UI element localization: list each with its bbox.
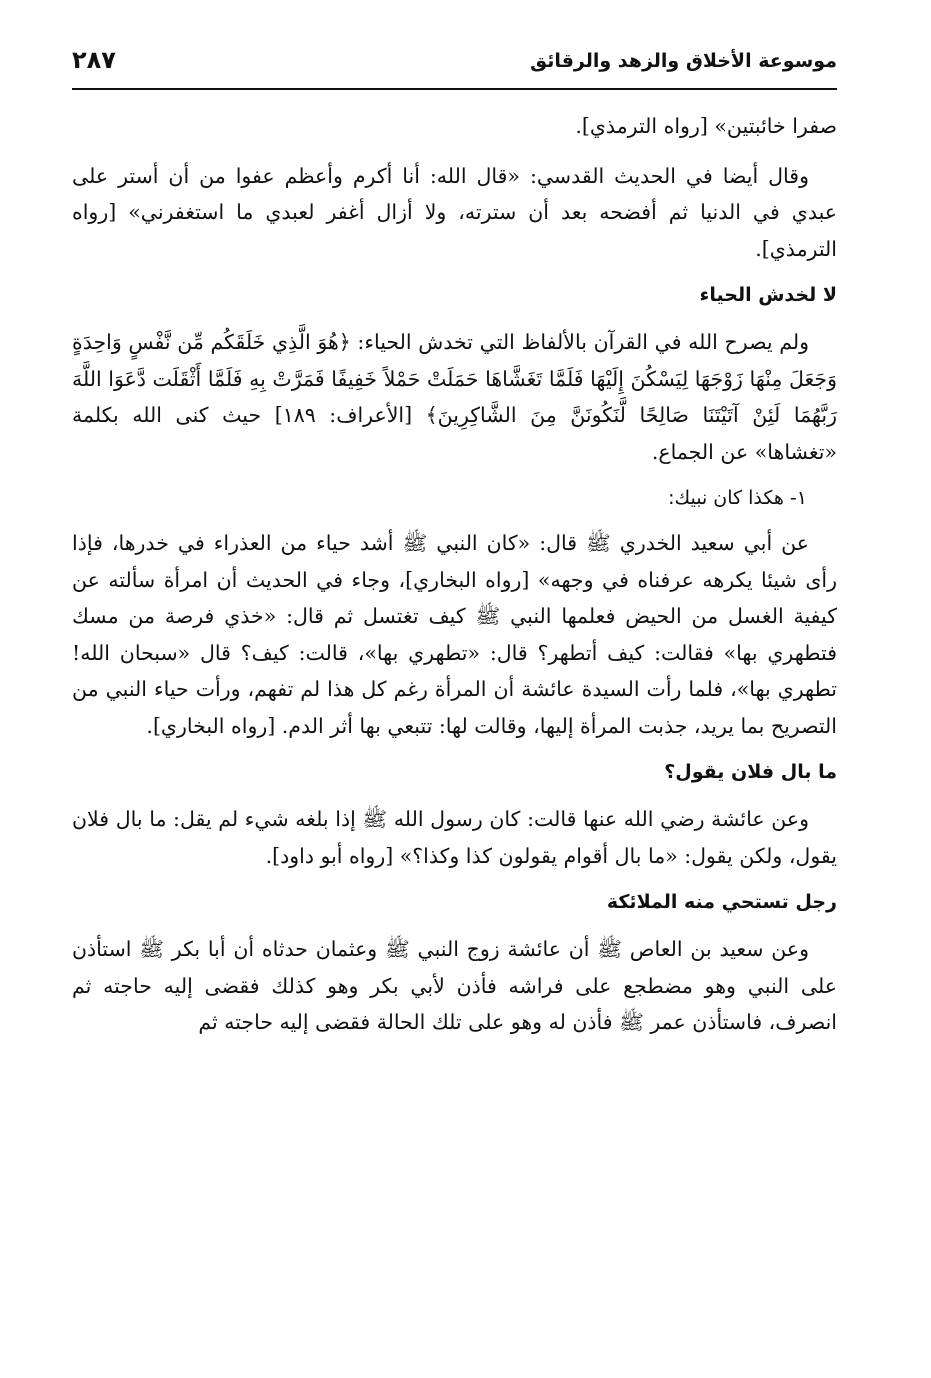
section-heading-angels: رجل تستحي منه الملائكة <box>606 891 837 913</box>
page-number: ٢٨٧ <box>72 46 116 74</box>
paragraph-4: عن أبي سعيد الخدري ﷺ قال: «كان النبي ﷺ أشد حياء من العذراء في خدرها، فإذا رأى شيئا يكرهه عرفناه في وجهه» [رواه البخاري]، وجاء في الحديث أن امرأة سألته عن كيفية الغسل من الحيض فعلمها النبي ﷺ كيف تغتسل ثم قال: «خذي فرصة من مسك فتطهري بها» فقالت: كيف أتطهر؟ قال: «تطهري بها»، قالت: كيف؟ قال «سبحان الله! تطهري بها»، فلما رأت السيدة عائشة أن المرأة رغم كل هذا لم تفهم، ورأت حياء النبي من التصريح بما يريد، جذبت المرأة إليها، وقالت لها: تتبعي بها أثر الدم. [رواه البخاري]. <box>72 531 837 738</box>
section-heading-what-about: ما بال فلان يقول؟ <box>664 761 837 783</box>
paragraph-2: وقال أيضا في الحديث القدسي: «قال الله: أنا أكرم وأعظم عفوا من أن أستر على عبدي في الدنيا ثم أفضحه بعد أن سترته، ولا أزال أغفر لعبدي ما استغفرني» [رواه الترمذي]. <box>72 163 837 261</box>
paragraph-5: وعن عائشة رضي الله عنها قالت: كان رسول الله ﷺ إذا بلغه شيء لم يقل: ما بال فلان يقول، ولكن يقول: «ما بال أقوام يقولون كذا وكذا؟» [رواه أبو داود]. <box>72 807 837 868</box>
sub-heading-prophet: ١- هكذا كان نبيك: <box>668 487 807 509</box>
paragraph-6: وعن سعيد بن العاص ﷺ أن عائشة زوج النبي ﷺ وعثمان حدثاه أن أبا بكر ﷺ استأذن على النبي وهو مضطجع على فراشه فأذن لأبي بكر وهو كذلك فقضى إليه حاجته ثم انصرف، فاستأذن عمر ﷺ فأذن له وهو على تلك الحالة فقضى إليه حاجته ثم <box>72 937 837 1034</box>
page-header <box>72 46 837 90</box>
paragraph-3: ولم يصرح الله في القرآن بالألفاظ التي تخدش الحياء: ﴿هُوَ الَّذِي خَلَقَكُم مِّن نَّفْسٍ وَاحِدَةٍ وَجَعَلَ مِنْهَا زَوْجَهَا لِيَسْكُنَ إِلَيْهَا فَلَمَّا تَغَشَّاهَا حَمَلَتْ حَمْلاً خَفِيفًا فَمَرَّتْ بِهِ فَلَمَّا أَثْقَلَت دَّعَوَا اللَّهَ رَبَّهُمَا لَئِنْ آتَيْتَنَا صَالِحًا لَّنَكُونَنَّ مِنَ الشَّاكِرِينَ﴾ [الأعراف: ١٨٩] حيث كنى الله بكلمة «تغشاها» عن الجماع. <box>72 330 837 464</box>
section-heading-modesty: لا لخدش الحياء <box>699 284 837 306</box>
running-title: موسوعة الأخلاق والزهد والرقائق <box>530 50 837 72</box>
paragraph-1: صفرا خائبتين» [رواه الترمذي]. <box>575 114 837 138</box>
page-body <box>72 108 837 1054</box>
